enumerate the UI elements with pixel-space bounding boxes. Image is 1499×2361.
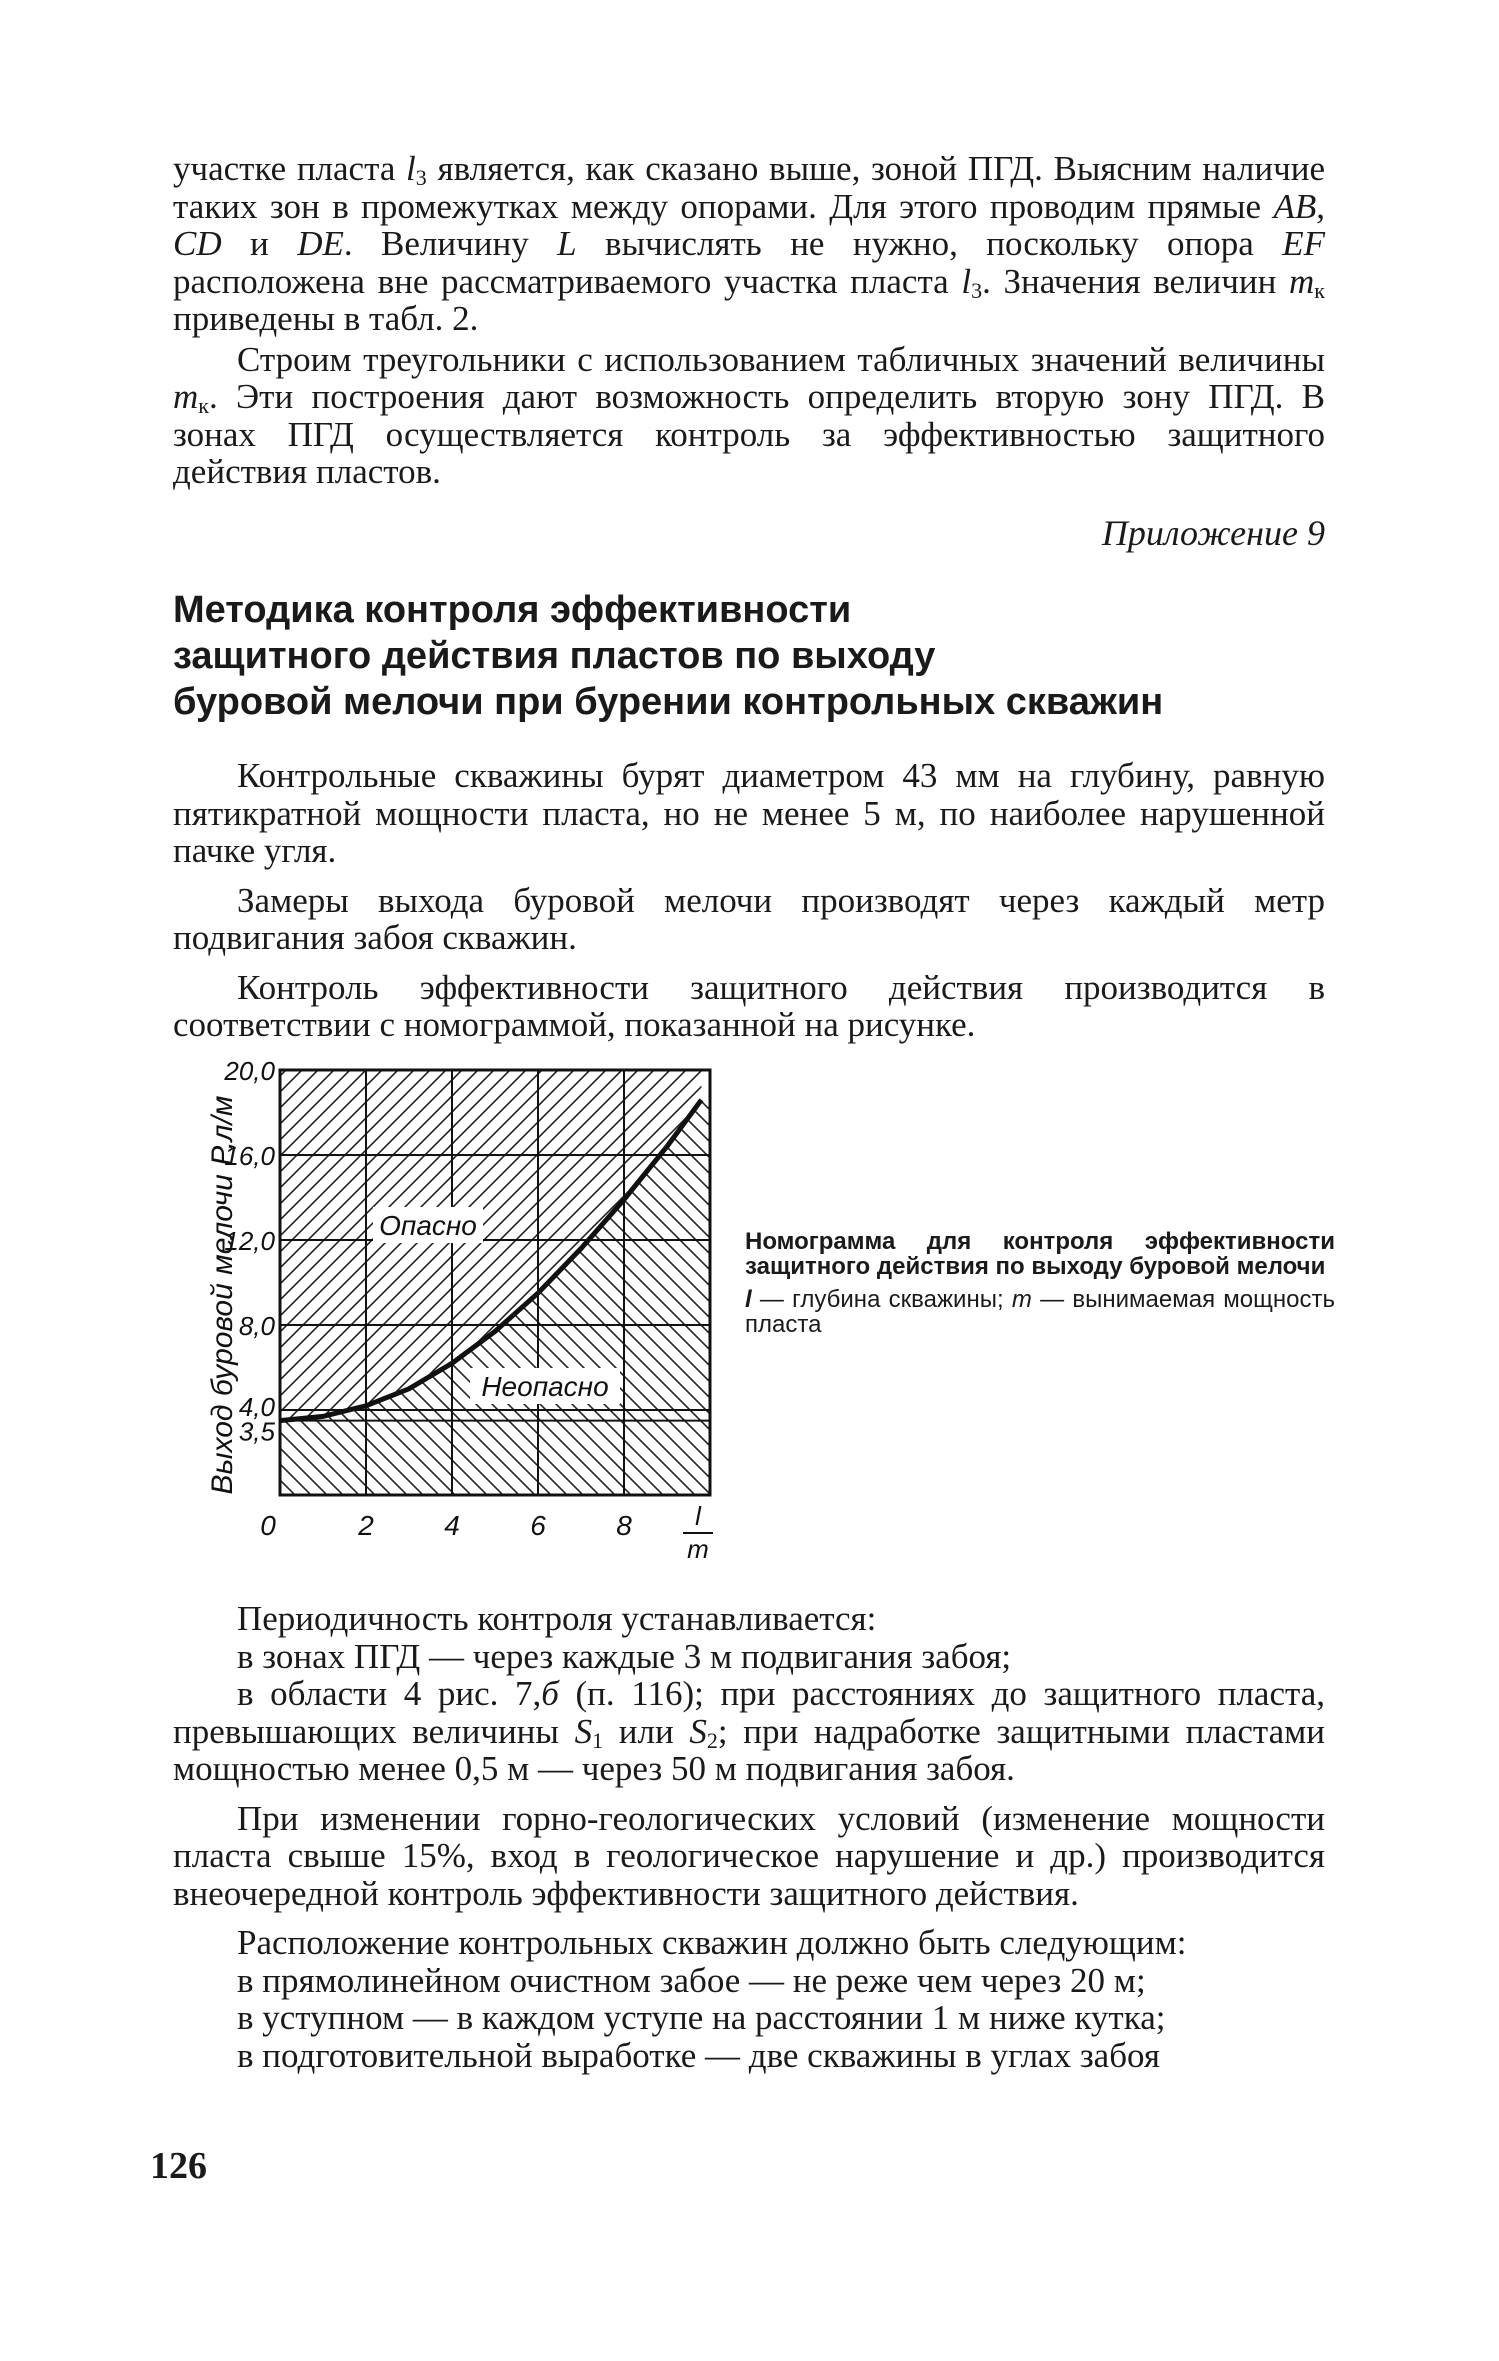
paragraph-measurements: Замеры выхода буровой мелочи производят через каждый метр подвигания забоя скважин. xyxy=(173,880,1325,957)
y-tick-label: 20,0 xyxy=(224,1056,275,1086)
appendix-label: Приложение 9 xyxy=(1101,513,1325,553)
y-tick-label: 8,0 xyxy=(238,1311,275,1341)
paragraph-stepped-face: в уступном — в каждом уступе на расстоянии 1 м ниже кутка; xyxy=(237,1998,1166,2037)
page-number: 126 xyxy=(150,2145,207,2187)
title-line-3: буровой мелочи при бурении контрольных скважин xyxy=(173,681,1164,723)
x-tick-labels xyxy=(260,1510,632,1541)
x-tick-label: 6 xyxy=(530,1510,546,1541)
title-line-2: защитного действия пластов по выходу xyxy=(173,635,936,677)
title-line-1: Методика контроля эффективности xyxy=(173,589,852,631)
x-axis-label-denominator: m xyxy=(687,1534,709,1564)
paragraph-pgd-zones: в зонах ПГД — через каждые 3 м подвигания забоя; xyxy=(237,1636,1012,1676)
y-tick-label: 16,0 xyxy=(224,1141,275,1171)
caption-title: Номограмма для контроля эффективности защитного действия по выходу буровой мелочи xyxy=(745,1228,1335,1280)
section-title xyxy=(173,587,1325,725)
y-axis-label: Выход буровой мелочи P,л/м xyxy=(206,1095,239,1495)
paragraph-area-4: в области 4 рис. 7,б (п. 116); при расстояниях до защитного пласта, превышающих величины $S_1$ или $S_2$; при надработке защитными пластами мощностью менее 0,5 м — через 50 м подвигания забоя. xyxy=(173,1674,1325,1788)
x-tick-label: 0 xyxy=(260,1510,276,1541)
x-axis-label-numerator: l xyxy=(695,1501,701,1531)
intro-paragraph-1: участке пласта $l_3$ является, как сказано выше, зоной ПГД. Выясним наличие таких зон в промежутках между опорами. Для этого проводим прямые AB, CD и DE. Величину L вычислять не нужно, поскольку опора EF расположена вне рассматриваемого участка пласта $l_3$. Значения величин $m_к$ приведены в табл. 2. xyxy=(173,149,1325,338)
paragraph-periodicity: Периодичность контроля устанавливается: xyxy=(237,1599,877,1638)
danger-zone-label: Опасно xyxy=(379,1210,477,1241)
y-tick-label: 12,0 xyxy=(224,1226,275,1256)
paragraph-conditions: При изменении горно-геологических условий (изменение мощности пласта свыше 15%, вход в геологическое нарушение и др.) производится внеочередной контроль эффективности защитного действия. xyxy=(173,1798,1325,1913)
paragraph-drilling: Контрольные скважины бурят диаметром 43 мм на глубину, равную пятикратной мощности пласта, но не менее 5 м, по наиболее нарушенной пачке угля. xyxy=(173,756,1325,870)
paragraph-straight-face: в прямолинейном очистном забое — не реже чем через 20 м; xyxy=(237,1960,1146,2000)
paragraph-location: Расположение контрольных скважин должно быть следующим: xyxy=(237,1923,1187,1962)
safe-zone-label: Неопасно xyxy=(481,1371,609,1402)
x-tick-label: 2 xyxy=(358,1510,374,1541)
paragraph-control: Контроль эффективности защитного действия производится в соответствии с номограммой, показанной на рисунке. xyxy=(173,967,1325,1044)
x-tick-label: 8 xyxy=(616,1510,632,1541)
y-tick-label: 3,5 xyxy=(238,1416,275,1447)
nomogram-chart xyxy=(150,1030,740,1575)
figure-caption xyxy=(745,1229,1335,1337)
caption-legend: l — глубина скважины; m — вынимаемая мощность пласта xyxy=(745,1286,1335,1338)
body-section-2 xyxy=(173,1600,1325,2074)
body-section-1 xyxy=(173,757,1325,1044)
paragraph-development: в подготовительной выработке — две скважины в углах забоя xyxy=(237,2035,1160,2075)
intro-paragraph-2: Строим треугольники с использованием табличных значений величины $m_к$. Эти построения дают возможность определить вторую зону ПГД. В зонах ПГД осуществляется контроль за эффективностью защитного действия пластов. xyxy=(173,339,1325,491)
y-tick-label: 4,0 xyxy=(238,1392,275,1422)
x-tick-label: 4 xyxy=(444,1510,460,1541)
intro-section xyxy=(173,150,1325,491)
